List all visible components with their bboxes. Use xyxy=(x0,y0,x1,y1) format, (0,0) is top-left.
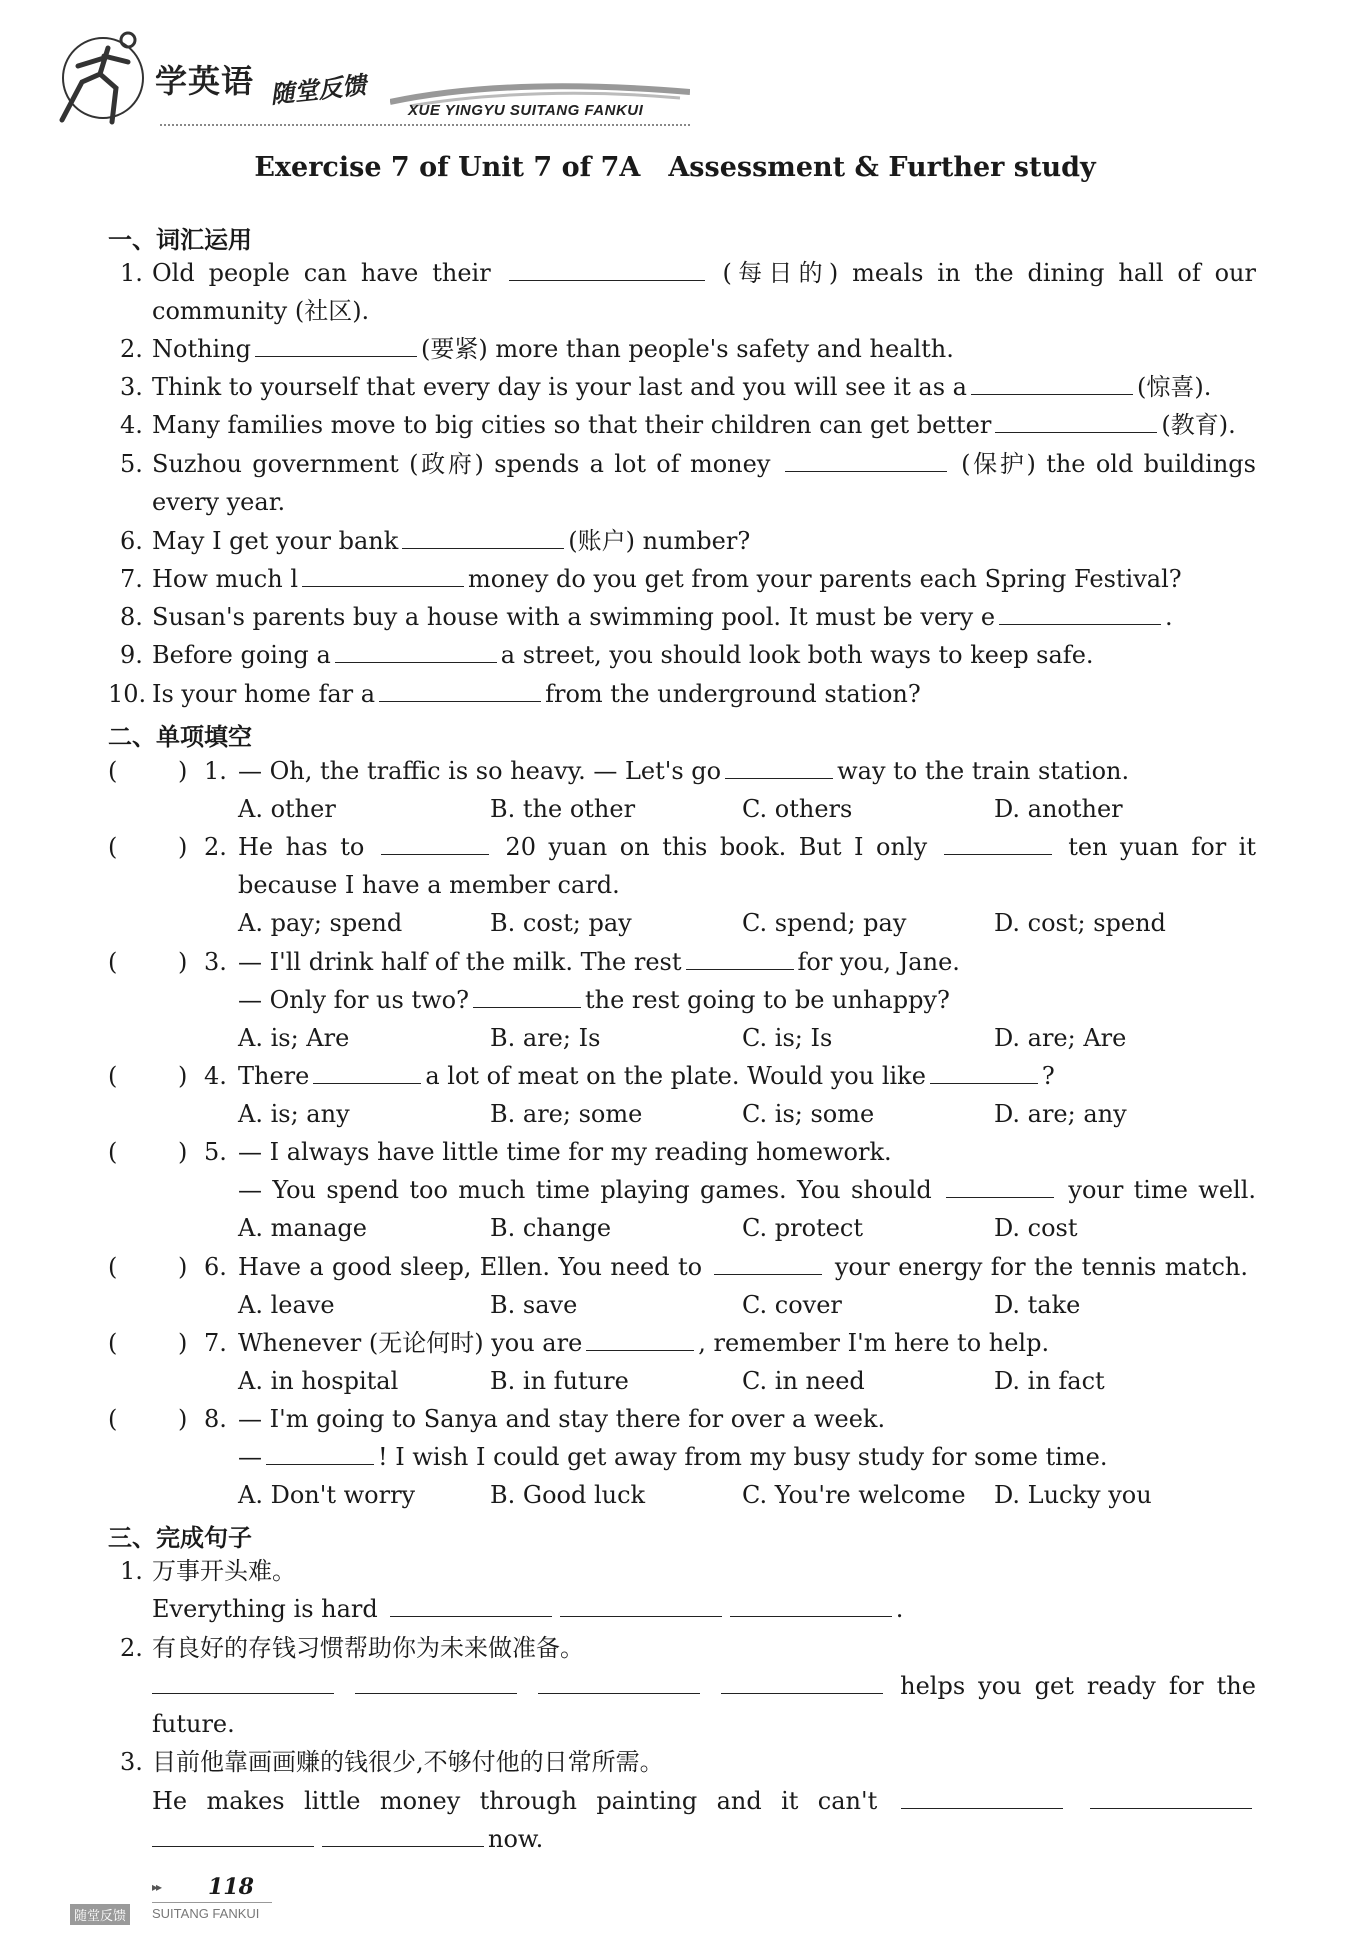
s2-q2-number: 2. xyxy=(204,833,227,861)
section-3-heading: 三、完成句子 xyxy=(108,1524,252,1552)
s1-item-5-number: 5. xyxy=(120,450,143,478)
s2-q8-option-d[interactable]: D. Lucky you xyxy=(994,1481,1152,1509)
s3-item-1-chinese: 万事开头难。 xyxy=(152,1557,296,1585)
s1-item-10-line xyxy=(152,679,921,709)
s2-q8-option-a[interactable]: A. Don't worry xyxy=(238,1481,416,1509)
answer-paren-close: ) xyxy=(178,1138,188,1166)
section-1-heading: 一、词汇运用 xyxy=(108,226,252,254)
s2-q5-option-b[interactable]: B. change xyxy=(490,1214,612,1242)
s2-q2-option-c[interactable]: C. spend; pay xyxy=(742,909,907,937)
answer-blank[interactable] xyxy=(335,640,497,663)
answer-paren-open: ( xyxy=(108,1253,118,1281)
s3-item-1-text-b: . xyxy=(895,1595,904,1623)
s2-q5-option-d[interactable]: D. cost xyxy=(994,1214,1078,1242)
answer-paren-close: ) xyxy=(178,1253,188,1281)
s3-item-2-number: 2. xyxy=(120,1634,143,1662)
s1-item-7-hint: l xyxy=(290,565,298,593)
s2-q8-option-c[interactable]: C. You're welcome xyxy=(742,1481,966,1509)
header-title-cn: 学英语 xyxy=(155,62,255,100)
s2-q7-option-c[interactable]: C. in need xyxy=(742,1367,865,1395)
s1-item-2-line xyxy=(152,334,954,364)
s3-item-1-english xyxy=(152,1594,903,1624)
s2-q4-stem xyxy=(238,1061,1055,1091)
s1-item-2-number: 2. xyxy=(120,335,143,363)
s3-item-3-english-2 xyxy=(152,1824,543,1854)
s2-q2-text-a: He has to xyxy=(238,833,365,861)
s2-q3-option-b[interactable]: B. are; Is xyxy=(490,1024,601,1052)
s1-item-9-number: 9. xyxy=(120,641,143,669)
answer-blank[interactable] xyxy=(302,564,464,587)
s2-q3-option-a[interactable]: A. is; Are xyxy=(238,1024,350,1052)
header-subtitle-cn: 随堂反馈 xyxy=(269,71,368,109)
s2-q2-text-c: ten yuan for it xyxy=(1068,833,1257,861)
s1-item-4-line xyxy=(152,410,1236,440)
answer-blank[interactable] xyxy=(322,1824,484,1847)
exercise-title xyxy=(0,152,1350,183)
s1-item-9-text-a: Before going xyxy=(152,641,309,669)
s2-q6-option-a[interactable]: A. leave xyxy=(238,1291,335,1319)
answer-blank[interactable] xyxy=(714,1252,822,1275)
s1-item-9-text-b: a street, you should look both ways to keep safe. xyxy=(500,641,1094,669)
s2-q2-option-b[interactable]: B. cost; pay xyxy=(490,909,632,937)
s2-q3-text-c: — Only for us two? xyxy=(238,986,469,1014)
s2-q3-number: 3. xyxy=(204,948,227,976)
s2-q3-text-d: the rest going to be unhappy? xyxy=(584,986,950,1014)
s2-q2-text-b: 20 yuan on this book. But I only xyxy=(505,833,928,861)
s3-item-1-number: 1. xyxy=(120,1557,143,1585)
s1-item-2-text-b: (要紧) more than people's safety and health. xyxy=(421,335,954,363)
answer-blank[interactable] xyxy=(152,1824,314,1847)
s1-item-7-line xyxy=(152,564,1182,594)
s2-q1-text-a: — Oh, the traffic is so heavy. — Let's go xyxy=(238,757,722,785)
s3-item-3-text-a: He makes little money through painting and it can't xyxy=(152,1787,878,1815)
s2-q1-text-b: way to the train station. xyxy=(837,757,1130,785)
s2-q4-text-a: There xyxy=(238,1062,310,1090)
s1-item-4-number: 4. xyxy=(120,411,143,439)
s1-item-5-text-b: (保护) the old buildings xyxy=(961,450,1256,478)
s1-item-1-line-2: community (社区). xyxy=(152,297,370,325)
s2-q8-text-b: ! I wish I could get away from my busy study for some time. xyxy=(378,1443,1108,1471)
s2-q4-number: 4. xyxy=(204,1062,227,1090)
s3-item-3-number: 3. xyxy=(120,1748,143,1776)
s2-q7-stem xyxy=(238,1328,1049,1358)
s2-q4-text-b: a lot of meat on the plate. Would you like xyxy=(425,1062,926,1090)
s2-q1-option-c[interactable]: C. others xyxy=(742,795,853,823)
s1-item-1-number: 1. xyxy=(120,259,143,287)
answer-paren-open: ( xyxy=(108,1329,118,1357)
s2-q2-option-a[interactable]: A. pay; spend xyxy=(238,909,403,937)
page-number: 118 xyxy=(208,1874,254,1900)
s2-q3-stem-2 xyxy=(238,985,950,1015)
s1-item-8-text-b: . xyxy=(1165,603,1173,631)
answer-paren-open: ( xyxy=(108,1405,118,1433)
answer-paren-open: ( xyxy=(108,948,118,976)
answer-blank[interactable] xyxy=(999,602,1161,625)
answer-blank[interactable] xyxy=(946,1175,1054,1198)
s2-q6-option-b[interactable]: B. save xyxy=(490,1291,578,1319)
answer-blank[interactable] xyxy=(379,679,541,702)
answer-blank[interactable] xyxy=(930,1061,1038,1084)
s2-q5-text-b: your time well. xyxy=(1068,1176,1257,1204)
section-2-heading: 二、单项填空 xyxy=(108,723,252,751)
s1-item-6-number: 6. xyxy=(120,527,143,555)
answer-blank[interactable] xyxy=(1090,1786,1252,1809)
s1-item-1-text-b: (每日的) meals in the dining hall of our xyxy=(722,259,1256,287)
answer-blank[interactable] xyxy=(560,1594,722,1617)
s2-q4-option-c[interactable]: C. is; some xyxy=(742,1100,875,1128)
s2-q2-stem-1 xyxy=(238,832,1256,862)
answer-blank[interactable] xyxy=(255,334,417,357)
s2-q1-option-b[interactable]: B. the other xyxy=(490,795,636,823)
header-dotted-rule xyxy=(160,124,690,126)
answer-blank[interactable] xyxy=(381,832,489,855)
answer-paren-open: ( xyxy=(108,757,118,785)
s2-q4-text-c: ? xyxy=(1041,1062,1055,1090)
footer-badge: 随堂反馈 xyxy=(70,1904,130,1925)
answer-blank[interactable] xyxy=(402,526,564,549)
answer-paren-close: ) xyxy=(178,948,188,976)
book-header xyxy=(40,18,680,128)
answer-paren-close: ) xyxy=(178,1329,188,1357)
s1-item-6-text-b: (账户) number? xyxy=(568,527,751,555)
s1-item-5-line-1 xyxy=(152,449,1256,479)
s2-q2-option-d[interactable]: D. cost; spend xyxy=(994,909,1166,937)
s1-item-6-text-a: May I get your bank xyxy=(152,527,399,555)
s1-item-8-hint: e xyxy=(980,603,996,631)
s2-q4-option-a[interactable]: A. is; any xyxy=(238,1100,350,1128)
s2-q7-option-d[interactable]: D. in fact xyxy=(994,1367,1105,1395)
s3-item-2-english-1 xyxy=(152,1671,1256,1701)
footer-rule xyxy=(152,1902,272,1903)
s2-q6-text-b: your energy for the tennis match. xyxy=(834,1253,1248,1281)
s1-item-8-line xyxy=(152,602,1173,632)
s2-q1-option-d[interactable]: D. another xyxy=(994,795,1123,823)
s1-item-4-text-b: (教育). xyxy=(1161,411,1236,439)
s2-q6-number: 6. xyxy=(204,1253,227,1281)
s1-item-1-line-1 xyxy=(152,258,1256,288)
answer-paren-close: ) xyxy=(178,833,188,861)
answer-blank[interactable] xyxy=(725,756,833,779)
answer-blank[interactable] xyxy=(390,1594,552,1617)
s2-q2-stem-2: because I have a member card. xyxy=(238,871,620,899)
s2-q5-text-a: — You spend too much time playing games. You should xyxy=(238,1176,932,1204)
s2-q7-text-a: Whenever (无论何时) you are xyxy=(238,1329,583,1357)
s1-item-5-line-2: every year. xyxy=(152,488,286,516)
s2-q7-option-b[interactable]: B. in future xyxy=(490,1367,629,1395)
s2-q3-option-c[interactable]: C. is; Is xyxy=(742,1024,833,1052)
s1-item-10-number: 10. xyxy=(108,680,147,708)
answer-blank[interactable] xyxy=(509,258,705,281)
answer-blank[interactable] xyxy=(971,372,1133,395)
s2-q4-option-b[interactable]: B. are; some xyxy=(490,1100,643,1128)
s2-q4-option-d[interactable]: D. are; any xyxy=(994,1100,1127,1128)
answer-blank[interactable] xyxy=(473,985,581,1008)
s2-q6-stem xyxy=(238,1252,1248,1282)
s1-item-2-text-a: Nothing xyxy=(152,335,252,363)
footer-pinyin: SUITANG FANKUI xyxy=(152,1906,260,1921)
answer-blank[interactable] xyxy=(901,1786,1063,1809)
s3-item-3-english-1 xyxy=(152,1786,1256,1816)
s1-item-10-text-a: Is your home far xyxy=(152,680,354,708)
s2-q6-text-a: Have a good sleep, Ellen. You need to xyxy=(238,1253,703,1281)
footer-arrow-icon: ▸▸ xyxy=(152,1880,161,1894)
s3-item-2-chinese: 有良好的存钱习惯帮助你为未来做准备。 xyxy=(152,1634,584,1662)
s1-item-3-line xyxy=(152,372,1211,402)
s1-item-7-text-b: money do you get from your parents each Spring Festival? xyxy=(468,565,1182,593)
s1-item-8-number: 8. xyxy=(120,603,143,631)
answer-blank[interactable] xyxy=(730,1594,892,1617)
s1-item-4-text-a: Many families move to big cities so that their children can get better xyxy=(152,411,992,439)
title-part-2: Assessment & Further study xyxy=(668,152,1096,183)
s2-q7-option-a[interactable]: A. in hospital xyxy=(238,1367,399,1395)
s3-item-2-text-a: helps you get ready for the xyxy=(900,1672,1256,1700)
s2-q8-stem-2 xyxy=(238,1442,1107,1472)
answer-blank[interactable] xyxy=(944,832,1052,855)
s2-q5-number: 5. xyxy=(204,1138,227,1166)
title-part-1: Exercise 7 of Unit 7 of 7A xyxy=(254,152,641,183)
answer-blank[interactable] xyxy=(313,1061,421,1084)
s1-item-9-hint: a xyxy=(316,641,331,669)
s2-q5-option-a[interactable]: A. manage xyxy=(238,1214,367,1242)
s2-q3-text-a: — I'll drink half of the milk. The rest xyxy=(238,948,682,976)
s2-q1-stem xyxy=(238,756,1129,786)
answer-blank[interactable] xyxy=(995,410,1157,433)
s2-q1-number: 1. xyxy=(204,757,227,785)
answer-blank[interactable] xyxy=(785,449,947,472)
s1-item-10-hint: a xyxy=(360,680,376,708)
s2-q6-option-c[interactable]: C. cover xyxy=(742,1291,842,1319)
s1-item-1-text-a: Old people can have their xyxy=(152,259,491,287)
s2-q5-stem-2 xyxy=(238,1175,1256,1205)
answer-paren-close: ) xyxy=(178,1405,188,1433)
answer-blank[interactable] xyxy=(152,1671,334,1694)
header-pinyin: XUE YINGYU SUITANG FANKUI xyxy=(408,102,644,119)
s2-q3-text-b: for you, Jane. xyxy=(797,948,960,976)
s1-item-5-text-a: Suzhou government (政府) spends a lot of money xyxy=(152,450,771,478)
answer-blank[interactable] xyxy=(721,1671,883,1694)
s1-item-9-line xyxy=(152,640,1094,670)
s1-item-7-number: 7. xyxy=(120,565,143,593)
s2-q1-option-a[interactable]: A. other xyxy=(238,795,336,823)
s1-item-3-text-b: (惊喜). xyxy=(1136,373,1212,401)
s1-item-7-text-a: How much xyxy=(152,565,283,593)
answer-paren-close: ) xyxy=(178,1062,188,1090)
s2-q8-option-b[interactable]: B. Good luck xyxy=(490,1481,646,1509)
s2-q3-stem-1 xyxy=(238,947,960,977)
s2-q5-stem-1: — I always have little time for my reading homework. xyxy=(238,1138,892,1166)
s1-item-10-text-b: from the underground station? xyxy=(545,680,921,708)
s1-item-6-line xyxy=(152,526,750,556)
runner-logo-icon xyxy=(48,26,168,126)
s1-item-3-number: 3. xyxy=(120,373,143,401)
answer-paren-open: ( xyxy=(108,1062,118,1090)
s2-q7-text-b: , remember I'm here to help. xyxy=(698,1329,1050,1357)
s2-q5-option-c[interactable]: C. protect xyxy=(742,1214,863,1242)
answer-paren-open: ( xyxy=(108,1138,118,1166)
s1-item-3-text-a: Think to yourself that every day is your last and you will see it as a xyxy=(152,373,967,401)
s3-item-3-chinese: 目前他靠画画赚的钱很少,不够付他的日常所需。 xyxy=(152,1748,664,1776)
answer-paren-open: ( xyxy=(108,833,118,861)
answer-blank[interactable] xyxy=(355,1671,517,1694)
s2-q7-number: 7. xyxy=(204,1329,227,1357)
s3-item-2-english-2: future. xyxy=(152,1710,235,1738)
s2-q8-stem-1: — I'm going to Sanya and stay there for over a week. xyxy=(238,1405,886,1433)
s3-item-1-text-a: Everything is hard xyxy=(152,1595,378,1623)
answer-blank[interactable] xyxy=(538,1671,700,1694)
s3-item-3-text-b: now. xyxy=(488,1825,544,1853)
answer-blank[interactable] xyxy=(686,947,794,970)
s1-item-8-text-a: Susan's parents buy a house with a swimming pool. It must be very xyxy=(152,603,974,631)
answer-paren-close: ) xyxy=(178,757,188,785)
answer-blank[interactable] xyxy=(266,1442,374,1465)
s2-q6-option-d[interactable]: D. take xyxy=(994,1291,1081,1319)
s2-q3-option-d[interactable]: D. are; Are xyxy=(994,1024,1127,1052)
s2-q8-text-a: — xyxy=(238,1443,262,1471)
answer-blank[interactable] xyxy=(586,1328,694,1351)
s2-q8-number: 8. xyxy=(204,1405,227,1433)
